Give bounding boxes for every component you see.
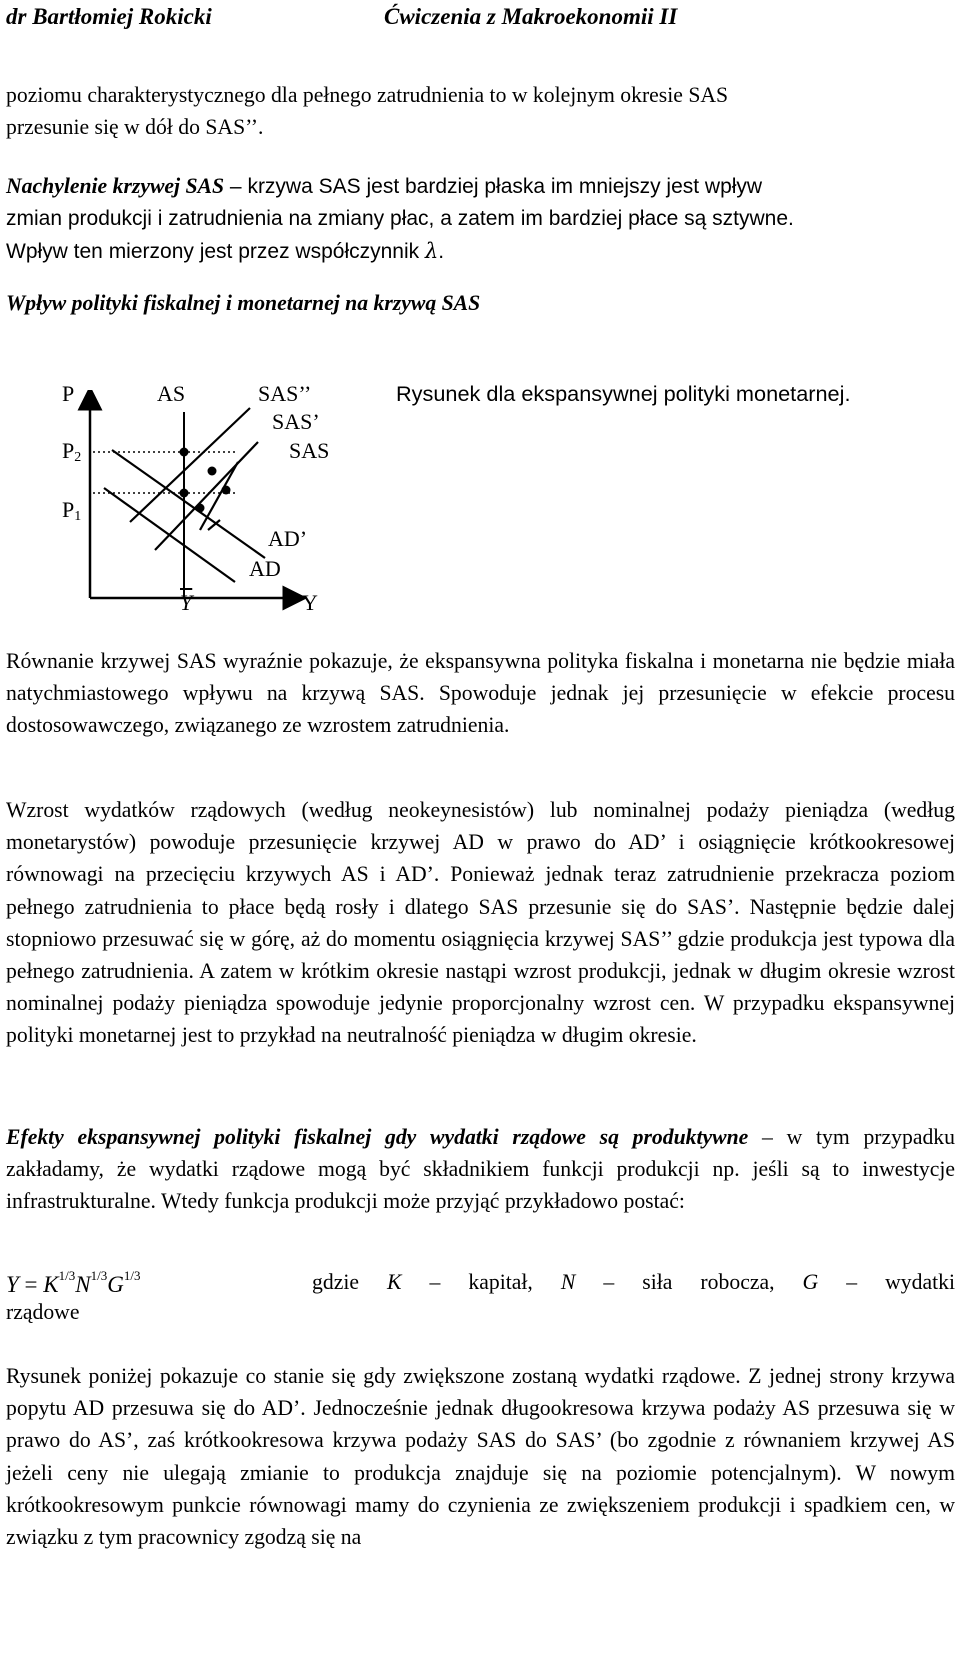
text-line: przesunie się w dół do SAS’’. (6, 115, 264, 140)
text-line: tym przypadku zakładamy, że wydatki rządowe mogą być składnikiem funkcji (6, 1125, 955, 1182)
term-nachylenie: Nachylenie krzywej SAS (6, 174, 225, 198)
section-heading: Wpływ polityki fiskalnej i monetarnej na krzywą SAS (6, 291, 481, 315)
figure-caption: Rysunek dla ekspansywnej polityki monetarnej. (396, 381, 851, 406)
label-sas-double-prime: SAS’’ (258, 381, 312, 406)
sas1-curve (155, 442, 258, 550)
label-p2: $P_2$ (62, 438, 82, 465)
text-line: przesuwać się w górę, aż do momentu osiągnięcia krzywej SAS’’ gdzie produkcja jest (102, 926, 853, 951)
header-title: Ćwiczenia z Makroekonomii II (384, 4, 678, 29)
lambda-symbol: λ (424, 239, 439, 264)
text-line: długookresowa krzywa podaży AS przesuwa się w prawo do AS’, zaś (6, 1396, 956, 1453)
text-line: jednej strony krzywa popytu AD przesuwa się do AD’. Jednocześnie jednak (6, 1364, 955, 1421)
text-line: Rysunek poniżej pokazuje co stanie się gdy zwiększone zostaną wydatki rządowe. Z (6, 1364, 762, 1388)
text-line: – krzywa SAS jest bardziej płaska im mniejszy jest wpływ (224, 175, 763, 198)
label-y-bar: $\overline{Y}$ (180, 590, 193, 615)
label-sas: SAS (289, 438, 330, 463)
text-line: zwiększeniem produkcji i spadkiem cen, w związku z tym pracownicy zgodzą się na (6, 1492, 956, 1550)
text-line: zmian produkcji i zatrudnienia na zmiany płac, a zatem im bardziej płace są sztywne. (6, 207, 794, 231)
text-line: jest to przykład na neutralność pieniądza w długim okresie. (181, 1023, 697, 1048)
text-line: produkcji np. jeśli są to inwestycje infrastrukturalne. Wtedy funkcja produkcji może (6, 1157, 955, 1214)
text-line: będą rosły i dlatego SAS przesunie się do SAS’. Następnie będzie dalej stopniowo (6, 894, 956, 951)
text-line: jedynie proporcjonalny wzrost cen. W przypadku ekspansywnej polityki monetarnej (6, 991, 955, 1048)
production-function-equation: $Y = K^{1/3}N^{1/3}G^{1/3}$ (6, 1268, 141, 1297)
label-p1: $P_1$ (62, 497, 82, 524)
equilibrium-point (208, 467, 217, 476)
label-y: Y (302, 590, 318, 615)
equation-definitions: gdzie K – kapitał, N – siła robocza, G – wydatki (312, 1270, 955, 1294)
text-line: Wpływ ten mierzony jest przez współczynnik (6, 240, 425, 264)
text-line: produkcji, jednak w długim okresie wzrost nominalnej podaży pieniądza spowoduje (6, 959, 955, 1016)
text-line: monetarna nie będzie miała natychmiastowego wpływu na krzywą SAS. Spowoduje (6, 649, 955, 706)
label-as: AS (157, 381, 186, 406)
text-line: pieniądza (według monetarystów) powoduje przesunięcie krzywej AD w prawo do (6, 798, 955, 855)
text-line: typowa dla pełnego zatrudnienia. A zatem w krótkim okresie nastąpi wzrost (6, 926, 956, 984)
equilibrium-point (180, 489, 189, 498)
text-line: krótkookresowa krzywa podaży SAS do SAS’ (bo zgodnie z równaniem krzywej AS (183, 1428, 956, 1453)
label-p: P (62, 381, 75, 406)
text-line: Wzrost wydatków rządowych (według neokeynesistów) lub nominalnej podaży (6, 798, 770, 822)
text-line: Równanie krzywej SAS wyraźnie pokazuje, że ekspansywna polityka fiskalna i (6, 649, 707, 673)
text-line: przyjąć przykładowo postać: (435, 1189, 685, 1214)
paragraph-4 (6, 794, 955, 1052)
equation-definitions-cont: rządowe (6, 1300, 80, 1324)
text-line: AD’ i osiągnięcie krótkookresowej równowagi na przecięciu krzywych AS i AD’. (6, 830, 955, 887)
label-sas-prime: SAS’ (272, 409, 320, 434)
text-line: W nowym krótkookresowym punkcie równowagi mamy do czynienia ze (6, 1460, 955, 1517)
equilibrium-point (222, 486, 231, 495)
label-ad: AD (249, 556, 281, 581)
term-efekty: Efekty ekspansywnej polityki fiskalnej gdy wydatki rządowe są produktywne (6, 1125, 749, 1149)
text-line: poziomu charakterystycznego dla pełnego zatrudnienia to w kolejnym okresie SAS (6, 83, 729, 107)
paragraph-5: Efekty ekspansywnej polityki fiskalnej gdy wydatki rządowe są produktywne – w tym przypadku zakładamy, że wydatki rządowe mogą być składnikiem funkcji produkcji np. jeśli są to inwestycje infrastrukturalne. Wtedy funkcja produkcji może przyjąć przykładowo postać: (6, 1125, 955, 1214)
equilibrium-point (180, 448, 189, 457)
paragraph-6 (6, 1360, 955, 1553)
text-line: jeżeli ceny nie ulegają zmianie to produkcja znajduje się na poziomie potencjalnym). (6, 1460, 842, 1485)
header-author: dr Bartłomiej Rokicki (6, 4, 212, 29)
text-line: jednak jej przesunięcie w efekcie procesu dostosowawczego, związanego ze (6, 681, 956, 738)
text-line: Ponieważ jednak teraz zatrudnienie przekracza poziom pełnego zatrudnienia to płace (6, 862, 955, 919)
equilibrium-point (196, 504, 205, 513)
paragraph-2: Nachylenie krzywej SAS – krzywa SAS jest bardziej płaska im mniejszy jest wpływ zmian produkcji i zatrudnienia na zmiany płac, a zatem im bardziej płace są sztywne. Wpływ ten mierzony jest przez współczynnik λ. (6, 174, 794, 264)
paragraph-1 (6, 79, 955, 143)
paragraph-3 (6, 645, 955, 742)
text-line: wzrostem zatrudnienia. (307, 713, 510, 738)
label-ad-prime: AD’ (268, 526, 308, 551)
